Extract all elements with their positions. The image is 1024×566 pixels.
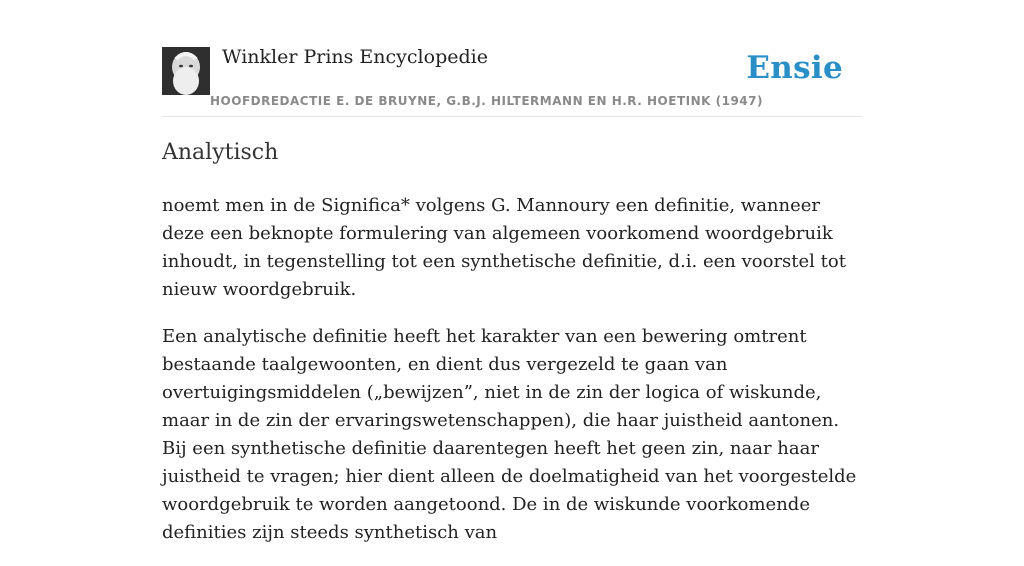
entry-title: Analytisch [162,140,279,165]
author-avatar [162,47,210,95]
header [162,0,862,117]
editors-line: HOOFDREDACTIE E. DE BRUYNE, G.B.J. HILTERMANN EN H.R. HOETINK (1947) [210,94,763,108]
paragraph-1: noemt men in de Significa* volgens G. Mannoury een definitie, wanneer deze een beknopte formulering van algemeen voorkomend woordgebruik inhoudt, in tegenstelling tot een synthetische definitie, d.i. een voorstel tot nieuw woordgebruik. [162,195,846,300]
entry-body [162,192,862,566]
encyclopedia-title[interactable]: Winkler Prins Encyclopedie [222,46,488,68]
portrait-icon [162,47,210,95]
paragraph-2: Een analytische definitie heeft het karakter van een bewering omtrent bestaande taalgewoonten, en dient dus vergezeld te gaan van overtuigingsmiddelen („bewijzen”, niet in de zin der logica of wiskunde, maar in de zin der ervaringswetenschappen), die haar juistheid aantonen. Bij een synthetische definitie daarentegen heeft het geen zin, naar haar juistheid te vragen; hier dient alleen de doelmatigheid van het voorgestelde woordgebruik te worden aangetoond. De in de wiskunde voorkomende definities zijn steeds synthetisch van [162,326,857,543]
page [162,0,862,543]
brand-logo[interactable]: Ensie [746,50,843,86]
